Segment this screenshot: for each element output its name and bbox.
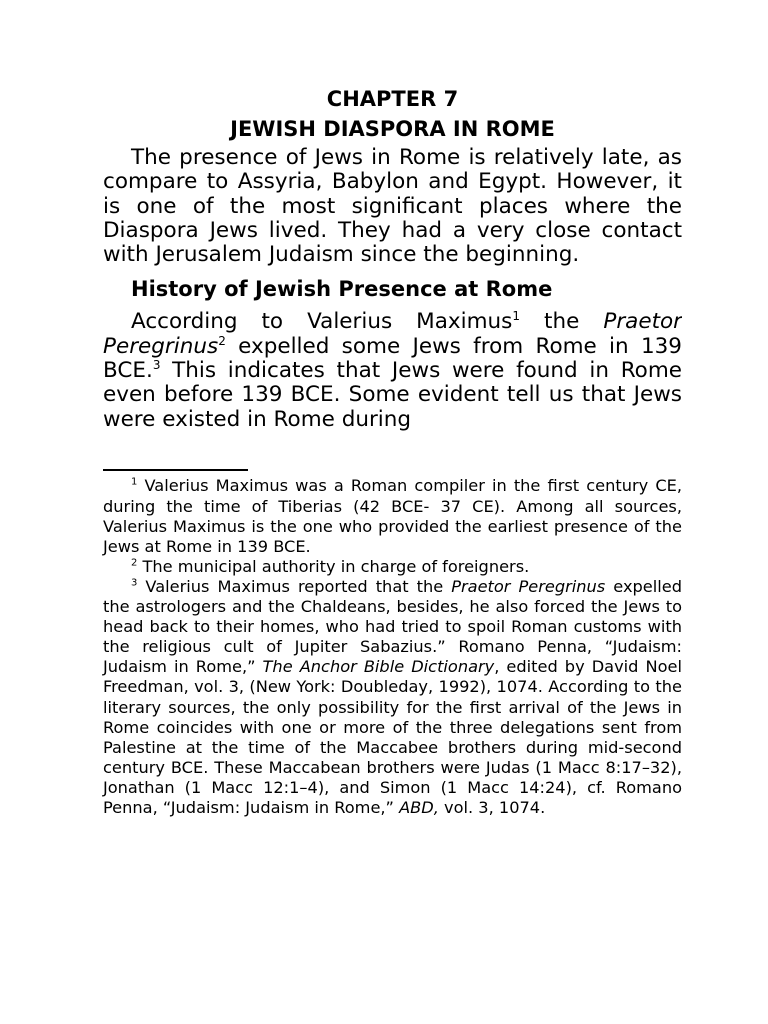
footnote-3-text-4: vol. 3, 1074. bbox=[438, 797, 546, 817]
book-page bbox=[103, 86, 682, 818]
p2-text-2: the bbox=[520, 310, 604, 335]
footnote-ref-1: 1 bbox=[512, 310, 521, 324]
footnote-separator bbox=[103, 469, 248, 471]
footnote-1 bbox=[103, 476, 682, 556]
footnote-2-text: The municipal authority in charge of foreigners. bbox=[137, 556, 530, 576]
p2-text-1: According to Valerius Maximus bbox=[131, 310, 513, 335]
footnote-3-text-2: expelled the astrologers and the Chaldeans, besides, he also forced the Jews to head back to their homes, who had tried to spoil Roman customs with the religious cult of Jupiter Sabazius.” Romano Penna, “Judaism: Judaism in Rome,” bbox=[103, 576, 682, 677]
footnote-1-text: Valerius Maximus was a Roman compiler in the first century CE, during the time of Tiberias (42 BCE- 37 CE). Among all sources, Valerius Maximus is the one who provided the earliest presence of the Jews at Rome in 139 BCE. bbox=[103, 476, 682, 556]
footnote-3-italic-praetor: Praetor Peregrinus bbox=[451, 576, 606, 596]
footnote-mark-3: 3 bbox=[131, 577, 138, 589]
section-heading: History of Jewish Presence at Rome bbox=[131, 277, 553, 302]
p2-text-4: This indicates that Jews were found in Rome even before 139 BCE. Some evident tell us that Jews were existed in Rome during bbox=[103, 358, 682, 432]
footnote-3-italic-dictionary: The Anchor Bible Dictionary bbox=[262, 657, 495, 677]
body-text-clip bbox=[103, 310, 682, 432]
chapter-title: JEWISH DIASPORA IN ROME bbox=[230, 117, 555, 141]
footnote-2 bbox=[103, 557, 682, 577]
footnote-3 bbox=[103, 577, 682, 818]
footnote-3-text-1: Valerius Maximus reported that the bbox=[137, 576, 452, 596]
footnote-ref-2: 2 bbox=[218, 333, 226, 348]
footnote-ref-3: 3 bbox=[152, 357, 161, 372]
footnote-mark-2: 2 bbox=[131, 557, 138, 569]
history-paragraph bbox=[103, 310, 682, 431]
footnote-3-text-3: , edited by David Noel Freedman, vol. 3, (New York: Doubleday, 1992), 1074. According to the literary sources, the only possibility for the first arrival of the Jews in Rome coincides with one or more of the three delegations sent from Palestine at the time of the Maccabee brothers during mid-second century BCE. These Maccabean brothers were Judas (1 Macc 8:17–32), Jonathan (1 Macc 12:1–4), and Simon (1 Macc 14:24), cf. Romano Penna, “Judaism: Judaism in Rome,” bbox=[103, 657, 682, 817]
chapter-number: CHAPTER 7 bbox=[326, 87, 459, 111]
footnote-3-italic-abd: ABD, bbox=[399, 797, 439, 817]
footnote-mark-1: 1 bbox=[131, 477, 138, 489]
intro-paragraph: The presence of Jews in Rome is relatively late, as compare to Assyria, Babylon and Egypt. However, it is one of the most significant places where the Diaspora Jews lived. They had a very close contact with Jerusalem Judaism since the beginning. bbox=[103, 145, 682, 268]
p2-text-3: expelled some Jews from Rome in 139 BCE. bbox=[103, 333, 682, 384]
p2-italic-praetor: Praetor Peregrinus bbox=[103, 310, 682, 359]
